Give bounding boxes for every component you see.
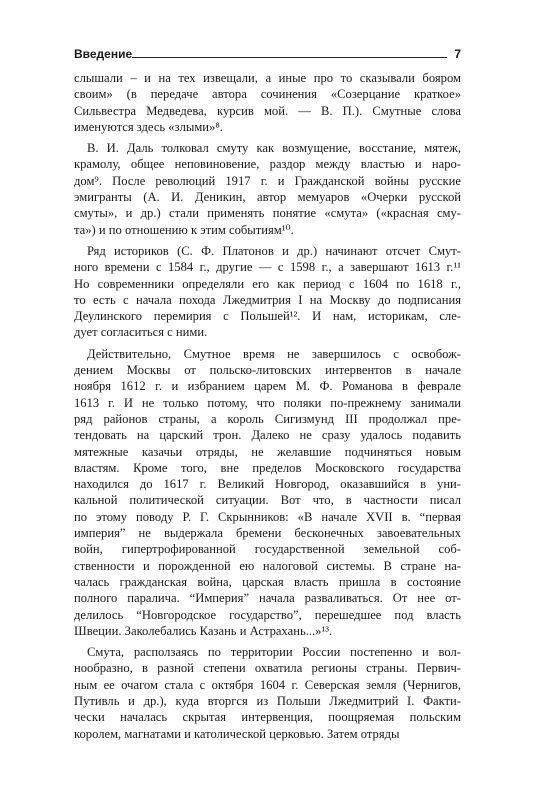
text-line: ноября 1612 г. и избранием царем М. Ф. Романова в феврале <box>74 379 461 394</box>
paragraph <box>74 70 461 135</box>
text-line: тендовать на царский трон. Далеко не сразу удалось подавить <box>74 428 461 443</box>
running-header <box>74 46 461 62</box>
section-title: Введение <box>74 47 133 61</box>
text-line: слышали – и на тех извещали, а иные про то сказывали бояром <box>74 71 461 85</box>
text-line: нообразно, в разной степени охватила регионы страны. Первич- <box>74 661 461 676</box>
text-line: смуты», и др.) стали применять понятие «смута» («красная сму- <box>74 206 461 221</box>
paragraph <box>74 644 461 742</box>
text-line: своим» (в передаче автора сочинения «Созерцание краткое» <box>74 87 461 102</box>
header-rule <box>132 57 447 58</box>
text-line: Сильвестра Медведева, курсив мой. — В. П.). Смутные слова <box>74 103 461 118</box>
paragraph <box>74 243 461 341</box>
text-line: кальной политической ситуации. Вот что, в частности писал <box>74 493 461 508</box>
text-line: именуются здесь «злыми»⁸. <box>74 119 223 134</box>
text-line: властям. Кроме того, вне пределов Московского государства <box>74 460 461 475</box>
text-line: Швеции. Заколебались Казань и Астрахань...»¹³. <box>74 623 333 638</box>
text-line: чески началась скрытая интервенция, поощряемая польским <box>74 710 461 725</box>
text-line: В. И. Даль толковал смуту как возмущение, восстание, мятеж, <box>87 141 461 156</box>
text-line: дом⁹. После революций 1917 г. и Гражданской войны русские <box>74 173 461 188</box>
text-line: 1613 г. И не только потому, что поляки по-прежнему занимали <box>74 395 461 410</box>
text-line: чалась гражданская война, царская власть пришла в состояние <box>74 574 461 589</box>
text-line: делилось “Новгородское государство”, перешедшее под власть <box>74 607 461 622</box>
text-line: Действительно, Смутное время не завершилось с освобож- <box>87 346 461 361</box>
text-line: эмигранты (А. И. Деникин, автор мемуаров «Очерки русской <box>74 190 461 205</box>
paragraph <box>74 346 461 639</box>
text-line: Деулинского перемирия с Польшей¹². И нам, историкам, сле- <box>74 309 461 324</box>
text-line: дует согласиться с ними. <box>74 325 208 340</box>
text-line: полного паралича. “Империя” начала разваливаться. От нее от- <box>74 591 461 606</box>
text-line: ственности и порожденной ею налоговой системы. В стране на- <box>74 558 461 573</box>
text-line: войн, гипертрофированной государственной земельной соб- <box>74 542 461 557</box>
text-line: Смута, расползаясь по территории России постепенно и вол- <box>87 645 461 660</box>
text-line: Путивль и др.), куда вторгся из Польши Лжедмитрий I. Факти- <box>74 693 461 708</box>
text-line: та») и по отношению к этим событиям¹⁰. <box>74 222 294 237</box>
text-line: крамолу, общее неповиновение, раздор между властью и наро- <box>74 157 461 172</box>
page-number: 7 <box>454 47 461 61</box>
text-line: мятежные казачьи отряды, не желавшие подчиняться новым <box>74 444 461 459</box>
paragraph <box>74 140 461 238</box>
text-line: Но современники определяли его как период с 1604 по 1618 г., <box>74 276 461 291</box>
text-line: империя” не выдержала бремени бесконечных завоевательных <box>74 526 461 541</box>
text-line: по этому поводу Р. Г. Скрынников: «В начале XVII в. “первая <box>74 509 461 524</box>
body-text <box>74 70 461 747</box>
text-line: ным ее очагом стала с октября 1604 г. Северская земля (Чернигов, <box>74 677 461 692</box>
text-line: ряд районов страны, а король Сигизмунд III продолжал пре- <box>74 411 461 426</box>
text-line: дением Москвы от польско-литовских интервентов в начале <box>74 363 461 378</box>
text-line: Ряд историков (С. Ф. Платонов и др.) начинают отсчет Смут- <box>87 243 461 258</box>
text-line: то есть с начала похода Лжедмитрия I на Москву до подписания <box>74 292 461 307</box>
text-line: королем, магнатами и католической церковью. Затем отряды <box>74 726 400 741</box>
text-line: находился до 1617 г. Великий Новгород, оказавшийся в уни- <box>74 477 461 492</box>
text-line: ного времени с 1584 г., другие — с 1598 г., а завершают 1613 г.¹¹ <box>74 260 461 275</box>
